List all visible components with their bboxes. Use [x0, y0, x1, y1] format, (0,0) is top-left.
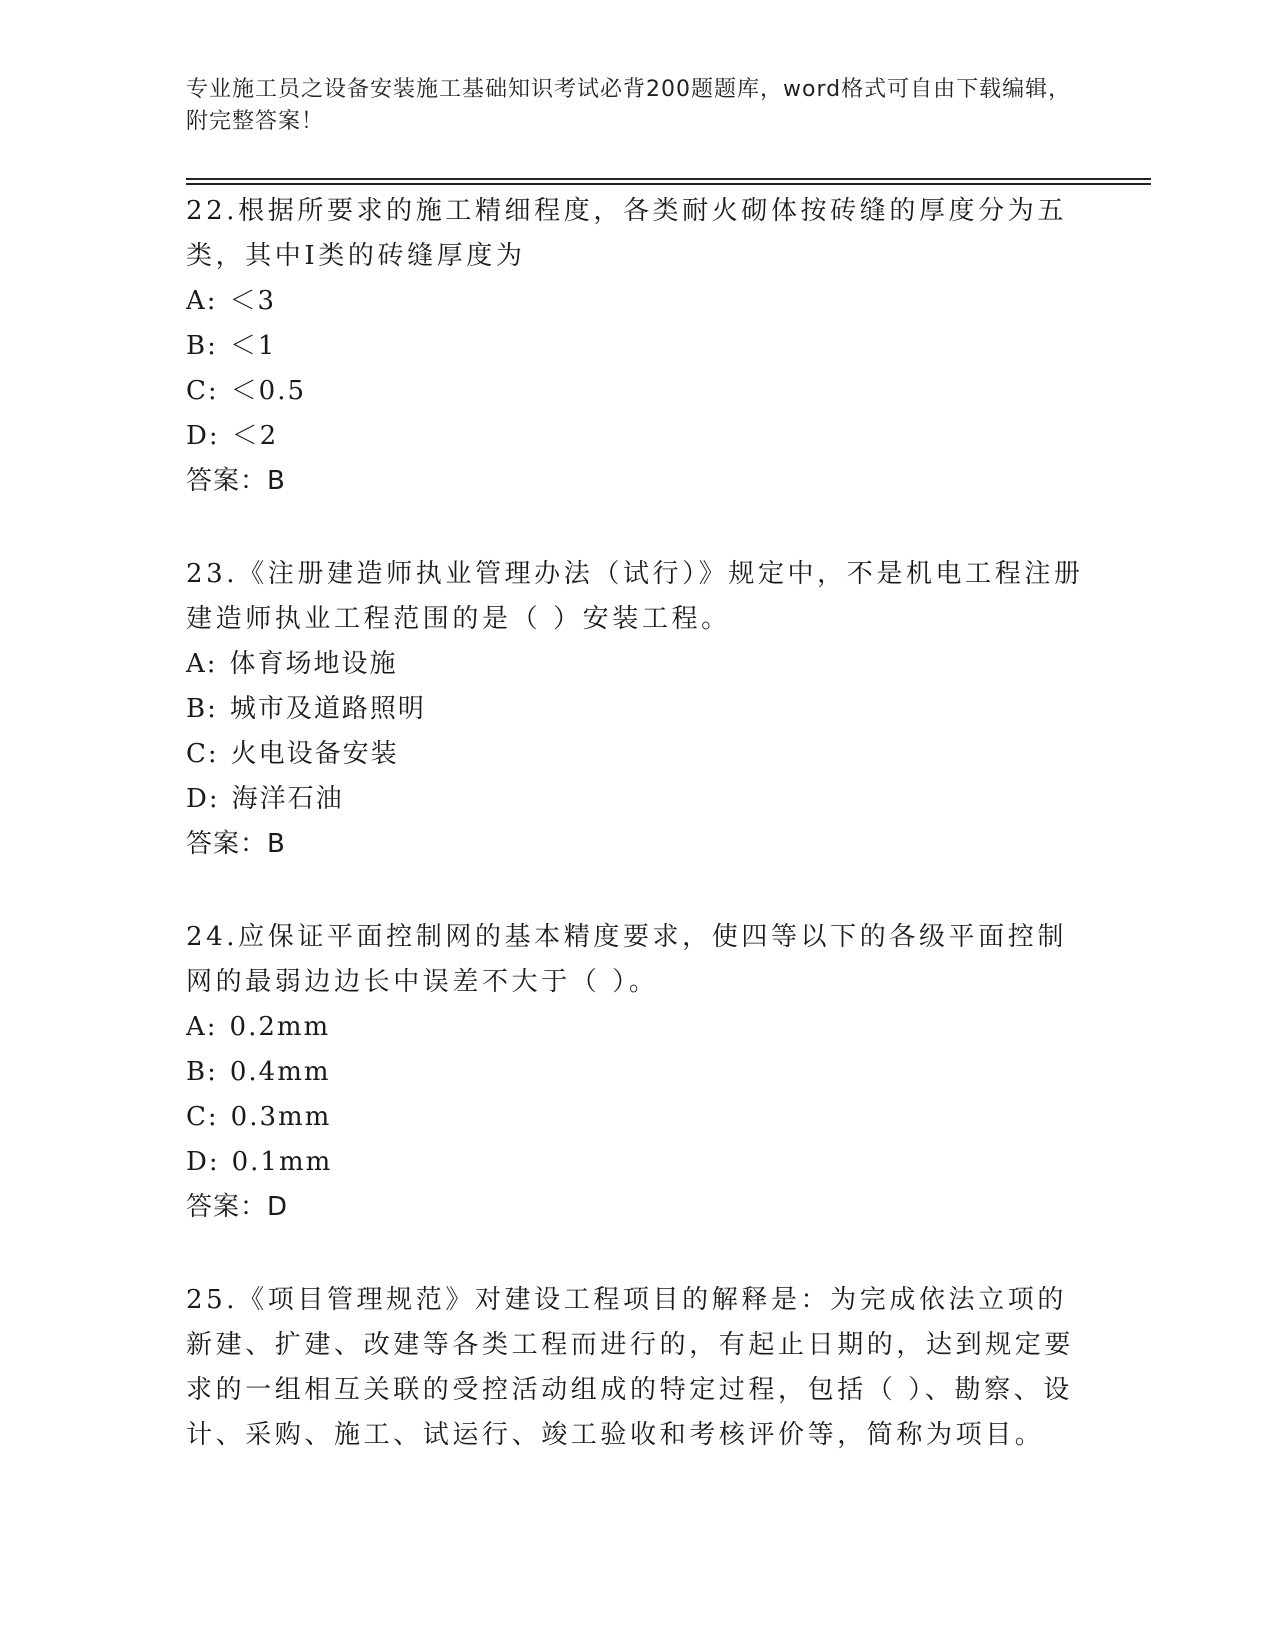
- option-d: D: 0.1mm: [186, 1147, 333, 1177]
- question-stem: 25.《项目管理规范》对建设工程项目的解释是：为完成依法立项的新建、扩建、改建等各类工程而进行的，有起止日期的，达到规定要求的一组相互关联的受控活动组成的特定过程，包括（ ）、勘察、设计、采购、施工、试运行、竣工验收和考核评价等，简称为项目。: [186, 1285, 1075, 1450]
- option-b: B: ＜1: [186, 331, 277, 361]
- option-a: A: 0.2mm: [186, 1012, 331, 1042]
- answer-line: 答案：B: [186, 829, 286, 859]
- option-b: B: 城市及道路照明: [186, 694, 426, 724]
- header-rule-top: [186, 178, 1151, 180]
- option-c: C: ＜0.5: [186, 376, 307, 406]
- question-stem: 22.根据所要求的施工精细程度，各类耐火砌体按砖缝的厚度分为五类，其中Ⅰ类的砖缝厚度为: [186, 196, 1067, 271]
- header-rule-bottom: [186, 183, 1151, 185]
- option-c: C: 火电设备安装: [186, 739, 399, 769]
- answer-value: D: [267, 1192, 289, 1222]
- question-25: [186, 1278, 1086, 1458]
- option-d: D: 海洋石油: [186, 784, 344, 814]
- question-stem: 24.应保证平面控制网的基本精度要求，使四等以下的各级平面控制网的最弱边边长中误差不大于（ ）。: [186, 922, 1067, 997]
- answer-value: B: [267, 829, 286, 859]
- option-b: B: 0.4mm: [186, 1057, 331, 1087]
- option-d: D: ＜2: [186, 421, 279, 451]
- question-list: [186, 189, 1086, 1506]
- document-header: [186, 74, 1086, 138]
- option-a: A: ＜3: [186, 286, 277, 316]
- answer-value: B: [267, 466, 286, 496]
- option-a: A: 体育场地设施: [186, 649, 398, 679]
- answer-line: 答案：D: [186, 1192, 289, 1222]
- question-24: [186, 915, 1086, 1230]
- question-23: [186, 552, 1086, 867]
- question-22: [186, 189, 1086, 504]
- question-stem: 23.《注册建造师执业管理办法（试行）》规定中，不是机电工程注册建造师执业工程范围的是（ ）安装工程。: [186, 559, 1084, 634]
- header-title: 专业施工员之设备安装施工基础知识考试必背200题题库，word格式可自由下载编辑，附完整答案！: [186, 77, 1072, 134]
- option-c: C: 0.3mm: [186, 1102, 332, 1132]
- answer-line: 答案：B: [186, 466, 286, 496]
